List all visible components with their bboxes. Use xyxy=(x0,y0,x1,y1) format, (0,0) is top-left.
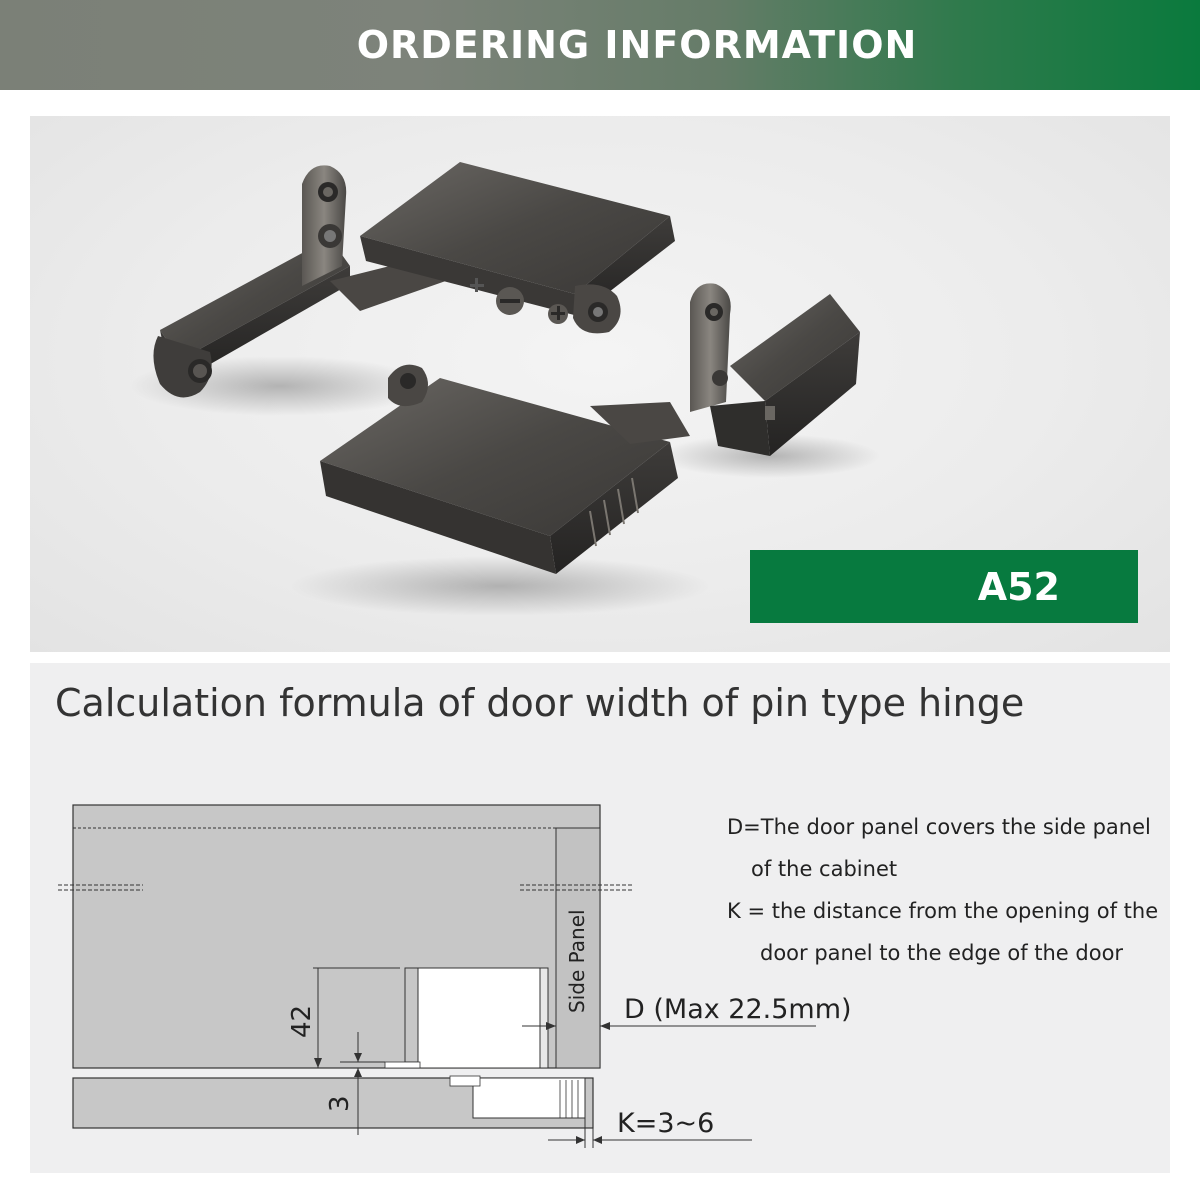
d-dimension-label: D (Max 22.5mm) xyxy=(624,994,852,1025)
dimension-3: 3 xyxy=(325,1095,355,1112)
model-badge xyxy=(750,550,1138,623)
dimension-42: 42 xyxy=(287,1004,317,1038)
note-line: K = the distance from the opening of the xyxy=(727,899,1159,923)
formula-title: Calculation formula of door width of pin type hinge xyxy=(55,681,1025,725)
page-title: ORDERING INFORMATION xyxy=(356,23,918,67)
model-number: A52 xyxy=(977,564,1060,609)
header-banner xyxy=(0,0,1200,90)
note-line: of the cabinet xyxy=(751,857,898,881)
formula-notes xyxy=(727,806,1167,974)
hinge-plate xyxy=(473,1078,585,1118)
hinge-cup xyxy=(418,968,548,1068)
side-panel-label: Side Panel xyxy=(565,909,589,1013)
note-line: door panel to the edge of the door xyxy=(760,941,1124,965)
k-dimension-label: K=3~6 xyxy=(617,1108,715,1139)
note-line: D=The door panel covers the side panel xyxy=(727,815,1151,839)
